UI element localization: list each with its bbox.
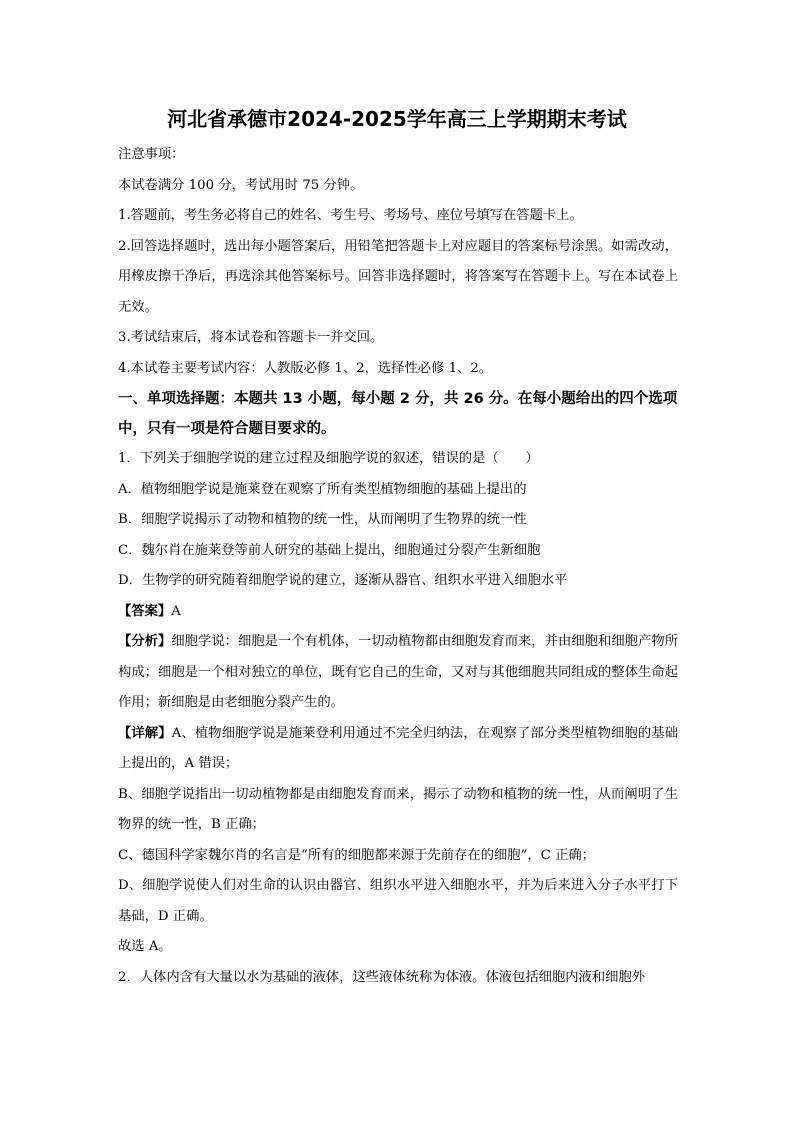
- analysis-tag: 【分析】: [118, 634, 172, 649]
- option-c: C．魏尔肖在施莱登等前人研究的基础上提出，细胞通过分裂产生新细胞: [118, 542, 541, 558]
- detail-tag: 【详解】: [118, 725, 172, 741]
- option-b: B．细胞学说揭示了动物和植物的统一性，从而阐明了生物界的统一性: [118, 512, 527, 527]
- conclusion-line: 故选 A。: [118, 939, 172, 954]
- detail-paragraph: D、细胞学说使人们对生命的认识由器官、组织水平进入细胞水平，并为后来进入分子水平打下基础，D 正确。: [118, 878, 678, 924]
- analysis-paragraph: [118, 627, 678, 719]
- notice-line: 1.答题前，考生务必将自己的姓名、考生号、考场号、座位号填写在答题卡上。: [118, 208, 583, 223]
- question-stem: 2．人体内含有大量以水为基础的液体，这些液体统称为体液。体液包括细胞内液和细胞外: [118, 969, 646, 985]
- answer-line: [118, 597, 678, 628]
- detail-text: A、植物细胞学说是施莱登利用通过不完全归纳法，在观察了部分类型植物细胞的基础上提出的，A 错误；: [118, 725, 678, 771]
- answer-tag: 【答案】: [118, 603, 172, 619]
- section-heading: 一、单项选择题：本题共 13 小题，每小题 2 分，共 26 分。在每小题给出的四个选项中，只有一项是符合题目要求的。: [118, 391, 678, 437]
- notice-line: 3.考试结束后，将本试卷和答题卡一并交回。: [118, 330, 384, 345]
- detail-paragraph: [118, 719, 678, 780]
- question-stem: 1．下列关于细胞学说的建立过程及细胞学说的叙述，错误的是（ ）: [118, 451, 539, 466]
- detail-paragraph: B、细胞学说指出一切动植物都是由细胞发育而来，揭示了动物和植物的统一性，从而阐明了生物界的统一性，B 正确；: [118, 786, 678, 832]
- detail-paragraph: C、德国科学家魏尔肖的名言是“所有的细胞都来源于先前存在的细胞”，C 正确；: [118, 847, 595, 863]
- answer-value: A: [171, 603, 181, 619]
- option-a: A．植物细胞学说是施莱登在观察了所有类型植物细胞的基础上提出的: [118, 481, 527, 497]
- notice-line: 2.回答选择题时，选出每小题答案后，用铅笔把答题卡上对应题目的答案标号涂黑。如需改动，用橡皮擦干净后，再选涂其他答案标号。回答非选择题时，将答案写在答题卡上。写在本试卷上无效。: [118, 238, 678, 315]
- notice-heading: 注意事项：: [118, 147, 185, 162]
- exam-title: 河北省承德市2024-2025学年高三上学期期末考试: [167, 107, 627, 131]
- notice-line: 4.本试卷主要考试内容：人教版必修 1、2，选择性必修 1、2。: [118, 360, 493, 376]
- notice-line: 本试卷满分 100 分，考试用时 75 分钟。: [118, 177, 364, 193]
- exam-content: [118, 140, 678, 993]
- option-d: D．生物学的研究随着细胞学说的建立，逐渐从器官、组织水平进入细胞水平: [118, 573, 568, 588]
- analysis-text: 细胞学说：细胞是一个有机体，一切动植物都由细胞发育而来，并由细胞和细胞产物所构成；细胞是一个相对独立的单位，既有它自己的生命，又对与其他细胞共同组成的整体生命起作用；新细胞是由老细胞分裂产生的。: [118, 634, 679, 710]
